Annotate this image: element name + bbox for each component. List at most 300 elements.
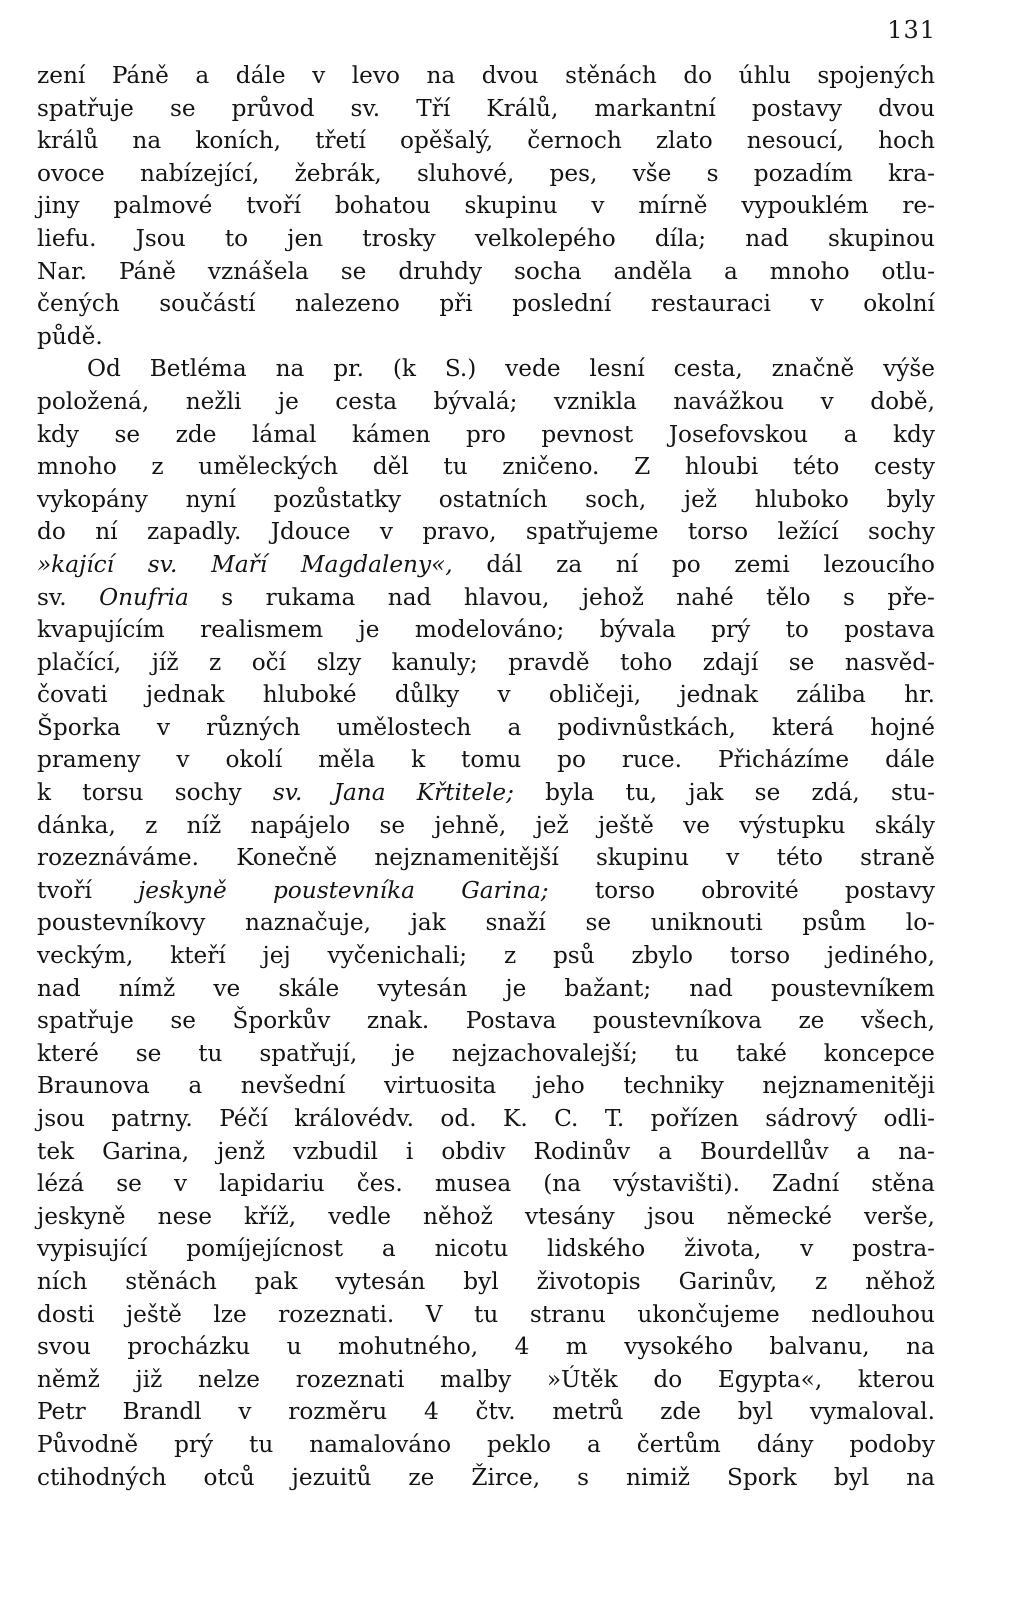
word: odli- — [883, 1105, 935, 1132]
word: ovoce — [37, 159, 105, 187]
word: Garinův, — [678, 1267, 778, 1295]
text-line — [37, 973, 935, 1006]
text-line — [37, 1136, 935, 1169]
word: musea — [434, 1170, 512, 1198]
word: již — [135, 1365, 163, 1393]
text-line — [37, 582, 935, 615]
word: rukama — [265, 583, 356, 611]
word: toho — [620, 648, 673, 676]
word: na — [426, 62, 456, 89]
word: zení — [37, 62, 86, 89]
word: kdy — [37, 420, 79, 448]
word: Původně — [37, 1430, 139, 1458]
word: čených — [37, 290, 120, 318]
word: trosky — [362, 224, 436, 252]
word: vzbudil — [293, 1137, 378, 1165]
word: metrů — [552, 1398, 624, 1426]
word: spatřujeme — [525, 518, 659, 546]
word: třetí — [315, 127, 366, 155]
word: době, — [870, 387, 935, 415]
word: vtesány — [524, 1202, 615, 1230]
word: lezoucího — [823, 550, 935, 578]
word: sluhové, — [416, 159, 515, 187]
word: u — [286, 1333, 302, 1361]
word: značně — [771, 355, 855, 383]
word: poustevníkovy — [37, 909, 206, 937]
word: něhož — [865, 1267, 935, 1295]
word: dál — [486, 550, 523, 578]
word: nímž — [118, 974, 176, 1002]
text-line — [37, 1266, 935, 1299]
word: spatřují, — [259, 1039, 358, 1067]
word: okolní — [863, 290, 935, 318]
word: je — [358, 616, 380, 644]
word: do — [683, 62, 713, 89]
word: soch, — [585, 485, 647, 513]
word: úhlu — [738, 62, 791, 89]
word: Páně — [118, 257, 176, 285]
word: nimiž — [626, 1463, 690, 1491]
word: namalováno — [309, 1430, 452, 1458]
word: byl — [463, 1267, 499, 1295]
word: čertům — [636, 1430, 721, 1458]
word: se — [754, 779, 781, 807]
word: součástí — [159, 290, 256, 318]
word: nese — [157, 1202, 212, 1230]
word: verše, — [864, 1202, 935, 1230]
text-line — [37, 875, 935, 908]
word: 4 — [424, 1398, 439, 1426]
word: sv. — [37, 583, 67, 611]
word: skupinu — [596, 844, 690, 872]
word: skále — [278, 974, 340, 1002]
word: rozeznati — [295, 1365, 405, 1393]
word: na — [132, 127, 162, 155]
word: kříž, — [244, 1202, 297, 1230]
word: hoch — [878, 127, 935, 155]
text-line — [37, 1331, 935, 1364]
text-line — [37, 516, 935, 549]
word: mnoho — [769, 257, 850, 285]
body-text — [37, 60, 935, 1494]
word: k — [411, 746, 426, 774]
word: Konečně — [236, 844, 338, 872]
word: sv. — [272, 779, 303, 807]
word: ze — [798, 1007, 825, 1035]
word: v — [238, 1398, 252, 1426]
word: obdiv — [441, 1137, 506, 1165]
word: podivnůstkách, — [557, 713, 736, 741]
word: Šporkův — [232, 1007, 331, 1035]
word: z — [209, 648, 222, 676]
word: života, — [684, 1235, 762, 1263]
word: Přicházíme — [717, 746, 850, 774]
word: zde — [660, 1398, 701, 1426]
word: se — [170, 1007, 196, 1035]
word: rozeznati. — [278, 1300, 395, 1328]
word: druhdy — [398, 257, 483, 285]
text-line — [37, 223, 935, 256]
word: ruce. — [621, 746, 683, 774]
word: i — [405, 1137, 414, 1165]
word: cesta, — [673, 355, 743, 383]
word: a — [195, 62, 210, 89]
word: lidského — [547, 1235, 646, 1263]
word: očí — [251, 648, 287, 676]
word: V — [425, 1300, 443, 1328]
word: po — [557, 746, 586, 774]
word: realismem — [200, 616, 324, 644]
word: »Útěk — [546, 1365, 618, 1393]
word: tu — [198, 1039, 223, 1067]
word: navážkou — [673, 387, 785, 415]
word: rozměru — [288, 1398, 388, 1426]
text-line — [37, 647, 935, 680]
word: svou — [37, 1333, 91, 1361]
word: Magdaleny«, — [300, 550, 453, 578]
word: Petr — [37, 1398, 86, 1426]
word: vyčenichali; — [327, 942, 468, 970]
word: skupinu — [464, 192, 558, 220]
word: techniky — [623, 1072, 724, 1100]
word: půdě. — [37, 322, 103, 350]
word: poustevníkem — [771, 974, 935, 1002]
text-line — [37, 158, 935, 191]
word: je — [505, 974, 527, 1002]
word: obrovité — [701, 876, 799, 904]
word: hojné — [870, 713, 935, 741]
word: napájelo — [250, 811, 351, 839]
text-line — [37, 256, 935, 289]
word: slzy — [316, 648, 362, 676]
word: se — [169, 94, 196, 122]
word: ze — [408, 1463, 435, 1491]
word: socha — [514, 257, 582, 285]
word: v — [176, 746, 190, 774]
word: jež — [535, 811, 569, 839]
word: tělo — [766, 583, 811, 611]
word: poustevníka — [272, 876, 415, 904]
word: rozeznáváme. — [37, 844, 199, 872]
text-line — [37, 60, 935, 93]
word: lézá — [37, 1170, 85, 1198]
word: spatřuje — [37, 94, 134, 122]
word: z — [503, 942, 517, 970]
word: nedlouhou — [811, 1300, 935, 1328]
word: uměleckých — [198, 453, 339, 481]
word: 4 — [514, 1333, 530, 1361]
word: postava — [844, 616, 935, 644]
word: stěnách — [125, 1267, 217, 1295]
text-line — [37, 614, 935, 647]
word: hluboké — [262, 681, 357, 709]
word: této — [776, 844, 823, 872]
word: a — [188, 1072, 203, 1100]
word: s — [221, 583, 234, 611]
word: liefu. — [37, 224, 97, 252]
word: lapidariu — [219, 1170, 325, 1198]
text-line — [37, 451, 935, 484]
text-line — [37, 1201, 935, 1234]
word: záliba — [796, 681, 866, 709]
word: životopis — [536, 1267, 641, 1295]
word: vypisující — [37, 1235, 148, 1263]
text-line — [37, 1070, 935, 1103]
word: obličeji, — [548, 681, 642, 709]
word: znak. — [366, 1007, 430, 1035]
text-line — [37, 190, 935, 223]
word: se — [114, 420, 141, 448]
word: nežli — [185, 387, 242, 415]
word: zapadly. — [146, 518, 242, 546]
word: pr. — [333, 355, 364, 383]
word: pře- — [887, 583, 935, 611]
word: stěnách — [565, 62, 657, 89]
word: Bourdellův — [700, 1137, 829, 1165]
word: opěšalý, — [400, 127, 494, 155]
text-line — [37, 288, 935, 321]
word: pro — [466, 420, 506, 448]
word: tvoří — [37, 876, 92, 904]
word: ostatních — [438, 485, 548, 513]
word: nejzachovalejší; — [451, 1039, 638, 1067]
word: vznikla — [553, 387, 637, 415]
word: kvapujícím — [37, 616, 165, 644]
word: děl — [372, 453, 409, 481]
word: byla — [545, 779, 595, 807]
word: psům — [802, 909, 867, 937]
word: po — [671, 550, 701, 578]
word: jediného, — [826, 942, 935, 970]
page-number: 131 — [887, 16, 936, 44]
word: která — [772, 713, 835, 741]
word: byly — [886, 485, 935, 513]
word: ještě — [597, 811, 654, 839]
word: v — [156, 713, 170, 741]
word: tek — [37, 1137, 75, 1165]
word: to — [785, 616, 809, 644]
word: nad — [37, 974, 81, 1002]
word: čes. — [356, 1170, 403, 1198]
word: se — [585, 909, 612, 937]
word: jsou — [37, 1105, 85, 1132]
word: Egypta«, — [717, 1365, 823, 1393]
word: nad — [689, 974, 733, 1002]
word: Josefovskou — [668, 420, 809, 448]
word: zbylo — [631, 942, 694, 970]
word: ve — [683, 811, 710, 839]
text-line — [37, 1364, 935, 1397]
word: jiny — [37, 192, 80, 220]
text-line — [37, 940, 935, 973]
text-line — [37, 419, 935, 452]
word: jež — [683, 485, 718, 513]
word: ní — [615, 550, 639, 578]
word: stu- — [891, 779, 935, 807]
word: jsou — [646, 1202, 695, 1230]
text-line — [37, 549, 935, 582]
word: Tří — [416, 94, 451, 122]
word: jen — [287, 224, 324, 252]
word: jeskyně — [138, 876, 227, 904]
word: C. — [554, 1105, 579, 1132]
word: se — [135, 1039, 162, 1067]
word: procházku — [127, 1333, 251, 1361]
word: patrny. — [111, 1105, 193, 1132]
word: bohatou — [334, 192, 431, 220]
word: zde — [175, 420, 217, 448]
text-line — [37, 907, 935, 940]
word: ještě — [125, 1300, 182, 1328]
word: tu — [474, 1300, 499, 1328]
word: skupinou — [828, 224, 935, 252]
word: na- — [898, 1137, 935, 1165]
word: Postava — [465, 1007, 557, 1035]
word: Páně — [111, 62, 169, 89]
word: pravo, — [422, 518, 497, 546]
word: v — [312, 62, 326, 89]
word: bažant; — [564, 974, 652, 1002]
word: jak — [688, 779, 724, 807]
word: umělostech — [336, 713, 472, 741]
word: jeskyně — [37, 1202, 126, 1230]
text-line — [37, 679, 935, 712]
word: postavy — [751, 94, 842, 122]
word: nahé — [676, 583, 734, 611]
word: poustevníkova — [592, 1007, 762, 1035]
word: vznášela — [207, 257, 309, 285]
word: do — [653, 1365, 683, 1393]
word: ve — [213, 974, 241, 1002]
word: dosti — [37, 1300, 95, 1328]
word: vytesán — [335, 1267, 426, 1295]
word: vytesán — [377, 974, 468, 1002]
word: to — [224, 224, 249, 252]
text-line — [37, 93, 935, 126]
word: a — [507, 713, 522, 741]
word: sádrový — [765, 1105, 858, 1132]
word: Garina; — [461, 876, 549, 904]
word: hluboko — [754, 485, 849, 513]
word: sv. — [147, 550, 178, 578]
text-line — [37, 1168, 935, 1201]
word: a — [658, 1137, 672, 1165]
word: nicotu — [434, 1235, 509, 1263]
word: kra- — [888, 159, 935, 187]
word: cesta — [335, 387, 398, 415]
word: Garina, — [102, 1137, 190, 1165]
word: mírně — [638, 192, 708, 220]
word: pozůstatky — [273, 485, 402, 513]
word: všech, — [860, 1007, 935, 1035]
word: nasvěd- — [844, 648, 935, 676]
word: nad — [387, 583, 432, 611]
word: stranu — [529, 1300, 606, 1328]
word: v — [173, 1170, 188, 1198]
word: okolí — [225, 746, 283, 774]
word: černoch — [527, 127, 622, 155]
word: důlky — [394, 681, 460, 709]
word: se — [379, 811, 406, 839]
word: vše — [632, 159, 672, 187]
word: jehně, — [434, 811, 507, 839]
word: výstupku — [739, 811, 846, 839]
word: něhož — [423, 1202, 493, 1230]
word: bývala — [599, 616, 676, 644]
word: malby — [440, 1365, 512, 1393]
word: dánka, — [37, 811, 116, 839]
word: tomu — [461, 746, 522, 774]
word: spatřuje — [37, 1007, 134, 1035]
word: dány — [756, 1430, 814, 1458]
word: postavy — [844, 876, 935, 904]
word: níž — [186, 811, 222, 839]
word: vede — [505, 355, 561, 383]
word: a — [843, 420, 858, 448]
word: nesoucí, — [746, 127, 845, 155]
word: nejznamenitější — [374, 844, 559, 872]
word: postra- — [852, 1235, 935, 1263]
word: levo — [351, 62, 400, 89]
word: Z — [634, 453, 651, 481]
word: a — [724, 257, 738, 285]
word: anděla — [613, 257, 693, 285]
word: tu — [443, 453, 468, 481]
word: zničeno. — [502, 453, 600, 481]
word: na — [906, 1333, 935, 1361]
word: Zadní — [772, 1170, 840, 1198]
word: koncepce — [823, 1039, 935, 1067]
word: zlato — [655, 127, 713, 155]
word: modelováno; — [414, 616, 565, 644]
word: dále — [235, 62, 286, 89]
text-line — [37, 842, 935, 875]
word: nalezeno — [295, 290, 400, 318]
word: byl — [737, 1398, 774, 1426]
word: čtv. — [475, 1398, 516, 1426]
word: ctihodných — [37, 1463, 167, 1491]
word: lámal — [251, 420, 317, 448]
word: a — [381, 1235, 396, 1263]
word: jezuitů — [291, 1463, 372, 1491]
word: za — [556, 550, 583, 578]
word: jeho — [534, 1072, 585, 1100]
word: T. — [604, 1105, 625, 1132]
word: dvou — [878, 94, 935, 122]
word: balvanu, — [769, 1333, 870, 1361]
word: Jana — [333, 779, 386, 807]
word: také — [735, 1039, 787, 1067]
word: jehož — [581, 583, 644, 611]
text-line — [37, 1103, 935, 1136]
word: sochy — [868, 518, 935, 546]
word: nabízející, — [139, 159, 260, 187]
word: hlavou, — [463, 583, 550, 611]
word: prý — [174, 1430, 214, 1458]
word: Jsou — [135, 224, 186, 252]
text-line — [37, 1429, 935, 1462]
word: jak — [410, 909, 446, 937]
word: bývalá; — [433, 387, 518, 415]
word: (k — [392, 355, 416, 383]
word: Spork — [727, 1463, 797, 1491]
text-line — [37, 744, 935, 777]
word: v — [497, 681, 511, 709]
word: Maří — [211, 550, 268, 578]
text-line — [37, 353, 935, 386]
text-line — [37, 1396, 935, 1429]
word: S.) — [444, 355, 477, 383]
